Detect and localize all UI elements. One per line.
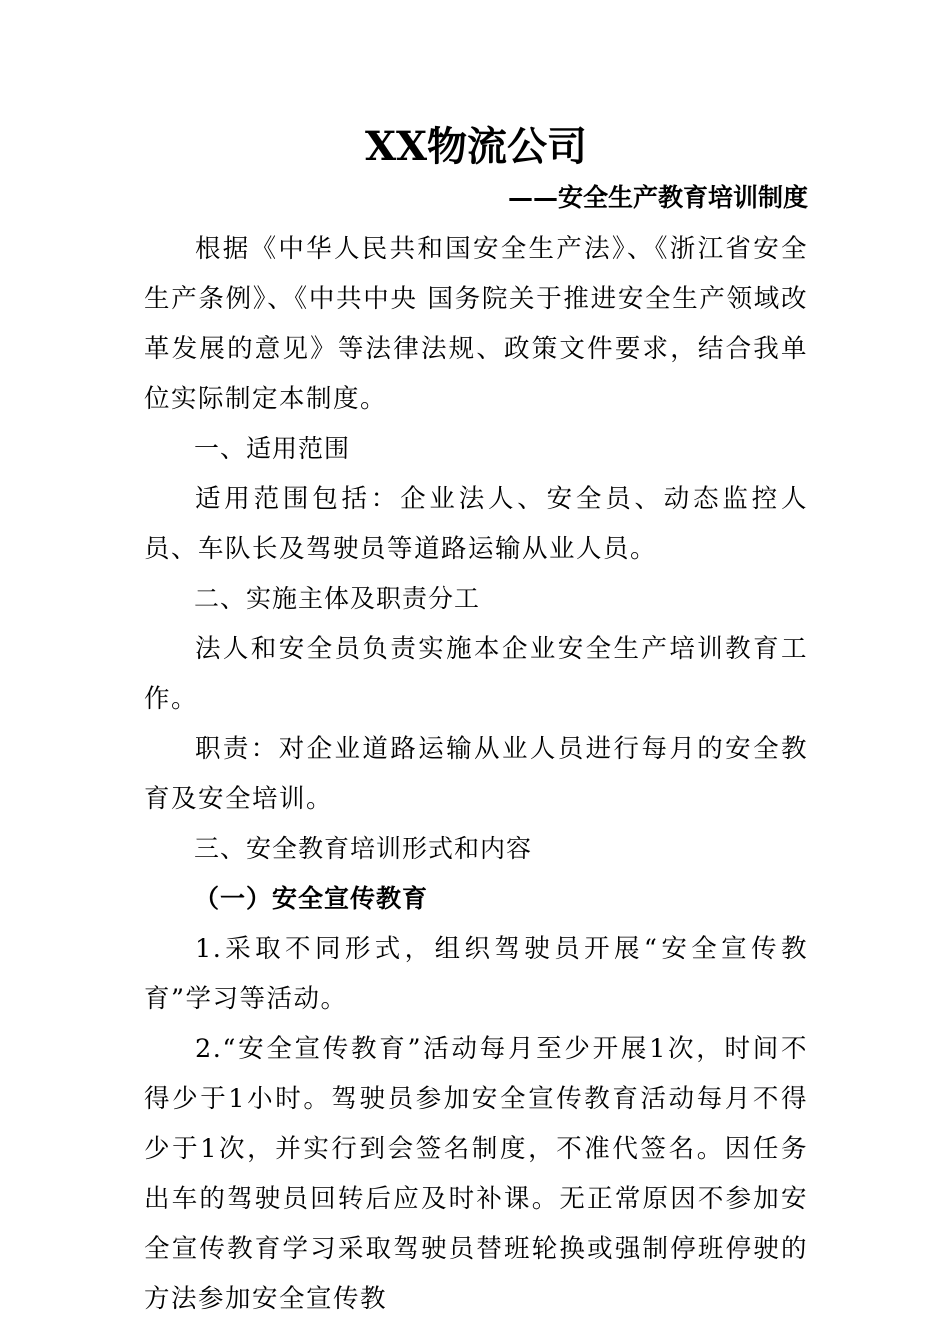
section-heading-scope: 一、适用范围 xyxy=(194,434,351,463)
intro-paragraph: 根据《中华人民共和国安全生产法》、《浙江省安全生产条例》、《中共中央 国务院关于推进安全生产领域改革发展的意见》等法律法规、政策文件要求，结合我单位实际制定本制度。 xyxy=(144,234,808,414)
document-title: XX物流公司 xyxy=(364,123,588,170)
scope-paragraph: 适用范围包括：企业法人、安全员、动态监控人员、车队长及驾驶员等道路运输从业人员。 xyxy=(144,484,808,564)
section-heading-content: 三、安全教育培训形式和内容 xyxy=(194,834,533,863)
document-page xyxy=(144,118,808,1324)
duty-paragraph-1: 法人和安全员负责实施本企业安全生产培训教育工作。 xyxy=(144,634,808,714)
sub-heading-safety-education: （一）安全宣传教育 xyxy=(194,884,429,913)
duty-paragraph-2: 职责：对企业道路运输从业人员进行每月的安全教育及安全培训。 xyxy=(144,734,808,814)
section-heading-duty: 二、实施主体及职责分工 xyxy=(194,584,481,613)
document-subtitle: ——安全生产教育培训制度 xyxy=(507,183,808,212)
list-item-1: 1.采取不同形式，组织驾驶员开展“安全宣传教育”学习等活动。 xyxy=(144,934,808,1014)
list-item-2: 2.“安全宣传教育”活动每月至少开展1次，时间不得少于1小时。驾驶员参加安全宣传教育活动每月不得少于1次，并实行到会签名制度，不准代签名。因任务出车的驾驶员回转后应及时补课。无正常原因不参加安全宣传教育学习采取驾驶员替班轮换或强制停班停驶的方法参加安全宣传教 xyxy=(144,1034,808,1314)
